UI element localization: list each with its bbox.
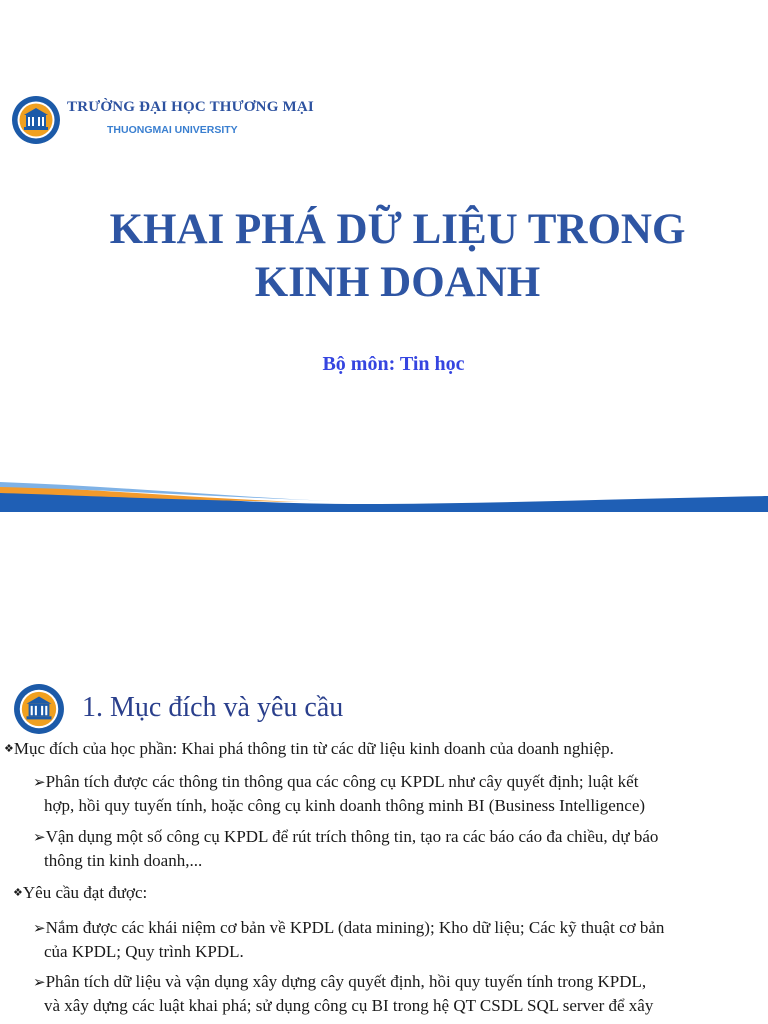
- list-item-text: Phân tích được các thông tin thông qua các công cụ KPDL như cây quyết định; luật kết: [45, 772, 639, 791]
- slide-title-line-1: KHAI PHÁ DỮ LIỆU TRONG: [109, 206, 686, 253]
- slide-subtitle: Bộ môn: Tin học: [322, 353, 465, 375]
- list-item: [13, 881, 147, 905]
- arrow-bullet-icon: ➢: [33, 919, 46, 937]
- slide-title: [0, 203, 768, 309]
- arrow-bullet-icon: ➢: [33, 773, 46, 791]
- university-seal-icon: [13, 683, 65, 735]
- list-item: [33, 770, 758, 817]
- arrow-bullet-icon: ➢: [33, 828, 46, 846]
- slide-title-line-2: KINH DOANH: [254, 259, 541, 306]
- list-item: [4, 737, 614, 761]
- list-item-text-cont: thông tin kinh doanh,...: [44, 851, 203, 870]
- university-name: TRƯỜNG ĐẠI HỌC THƯƠNG MẠI: [67, 99, 314, 115]
- list-item-text: Nắm được các khái niệm cơ bản về KPDL (data mining); Kho dữ liệu; Các kỹ thuật cơ bản: [45, 918, 665, 937]
- list-item-text: Vận dụng một số công cụ KPDL để rút trích thông tin, tạo ra các báo cáo đa chiều, dự báo: [45, 827, 659, 846]
- arrow-bullet-icon: ➢: [33, 973, 46, 991]
- diamond-bullet-icon: ❖: [13, 887, 23, 899]
- list-item: [33, 970, 758, 1017]
- list-item-text-cont: và xây dựng các luật khai phá; sử dụng công cụ BI trong hệ QT CSDL SQL server để xây: [44, 996, 654, 1015]
- diamond-bullet-icon: ❖: [4, 743, 14, 755]
- slide-gap: [0, 512, 768, 668]
- content-slide-title: 1. Mục đích và yêu cầu: [82, 692, 344, 723]
- university-name-english: THUONGMAI UNIVERSITY: [107, 124, 238, 136]
- list-item-text-cont: hợp, hồi quy tuyến tính, hoặc công cụ kinh doanh thông minh BI (Business Intelligence): [44, 796, 646, 815]
- list-item-text: Mục đích của học phần: Khai phá thông tin từ các dữ liệu kinh doanh của doanh nghiệp.: [13, 739, 614, 758]
- list-item-text: Phân tích dữ liệu và vận dụng xây dựng cây quyết định, hồi quy tuyến tính trong KPDL,: [45, 972, 647, 991]
- decorative-swoosh: [0, 478, 768, 512]
- list-item: [33, 825, 758, 872]
- list-item: [33, 916, 758, 963]
- university-seal-icon: [11, 95, 61, 145]
- list-item-text: Yêu cầu đạt được:: [22, 883, 148, 902]
- list-item-text-cont: của KPDL; Quy trình KPDL.: [44, 942, 244, 961]
